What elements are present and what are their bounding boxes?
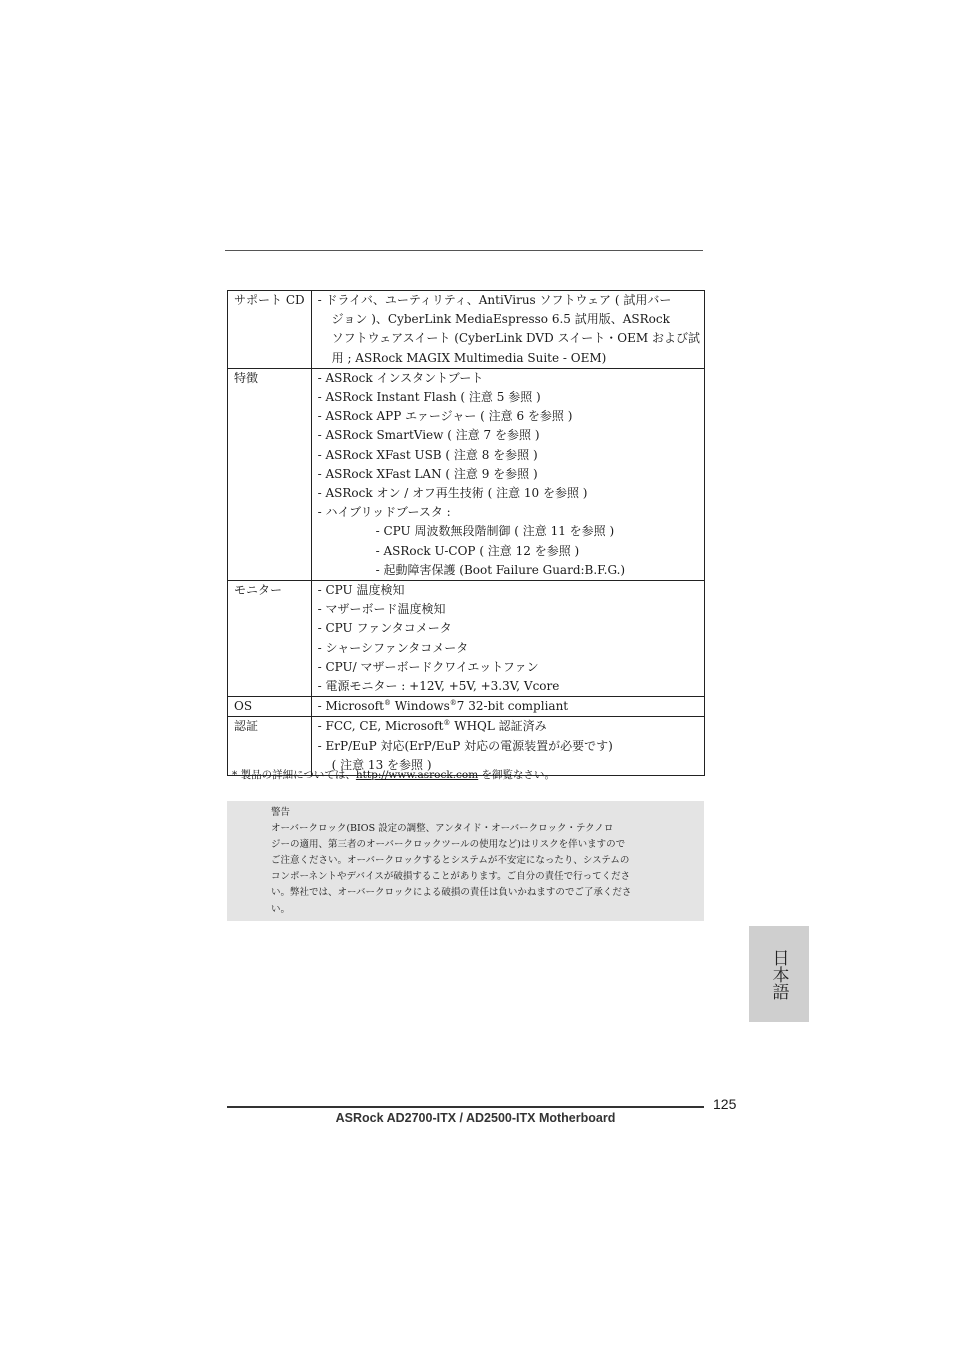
content-line: - ドライバ、ユーティリティ、AntiVirus ソフトウェア ( 試用バー (317, 293, 672, 307)
language-tab-label: 日本語 (768, 948, 789, 1000)
content-line (318, 717, 700, 736)
spec-table (227, 290, 705, 776)
content-line: - ASRock SmartView ( 注意 7 を参照 ) (317, 428, 540, 443)
row-content (311, 291, 704, 369)
warning-line: い。弊社では、オーバークロックによる破損の責任は負いかねますのでご了承くださ (271, 887, 632, 899)
footer-title: ASRock AD2700-ITX / AD2500-ITX Motherboard (335, 1111, 616, 1125)
os-text: Windows (390, 699, 450, 714)
spec-row-monitor (228, 581, 705, 697)
cert-text: - FCC, CE, Microsoft (317, 719, 444, 734)
content-line: - CPU 温度検知 (317, 583, 405, 598)
content-line: - ASRock オン / オフ再生技術 ( 注意 10 を参照 ) (317, 486, 588, 501)
spec-row-os (228, 697, 705, 717)
content-line: - CPU ファンタコメータ (317, 621, 452, 636)
asrock-website-link[interactable]: http://www.asrock.com (355, 769, 479, 781)
top-divider (225, 250, 703, 251)
warning-line: オーバークロック(BIOS 設定の調整、アンタイド・オーバークロック・テクノロ (271, 823, 614, 835)
content-line: ジョン )、CyberLink MediaEspresso 6.5 試用版、ASRock (331, 312, 670, 327)
warning-line: い。 (271, 903, 291, 915)
os-text: 7 32-bit compliant (456, 699, 569, 714)
registered-mark: ® (443, 719, 451, 728)
content-line: - ハイブリッドブースタ : (317, 505, 451, 520)
row-content (311, 581, 704, 697)
row-label: モニター (228, 581, 312, 697)
content-line: - マザーボード温度検知 (317, 602, 446, 617)
footnote (232, 767, 555, 782)
spec-row-features (228, 368, 705, 580)
footer-divider (227, 1106, 704, 1108)
row-content (311, 697, 704, 717)
warning-line: コンポーネントやデバイスが破損することがあります。ご自分の責任で行ってくださ (271, 871, 631, 883)
sub-line: - 起動障害保護 (Boot Failure Guard:B.F.G.) (375, 562, 626, 577)
registered-mark: ® (449, 699, 457, 708)
spec-row-support-cd (228, 291, 705, 369)
language-tab (749, 926, 809, 1022)
content-line (318, 697, 700, 716)
content-line: - ASRock インスタントブート (317, 370, 484, 385)
footnote-suffix: を御覧なさい。 (478, 769, 556, 781)
content-line: - 電源モニター : +12V, +5V, +3.3V, Vcore (317, 679, 560, 694)
content-line: ソフトウェアスイート (CyberLink DVD スイート・OEM および試 (331, 331, 700, 346)
warning-line: ご注意ください。オーバークロックするとシステムが不安定になったり、システムの (271, 855, 630, 867)
row-label: サポート CD (228, 291, 312, 369)
footnote-prefix: * 製品の詳細については、 (232, 769, 356, 781)
warning-line: ジーの適用、第三者のオーバークロックツールの使用など)はリスクを伴いますので (271, 839, 626, 851)
cert-text: WHQL 認証済み (450, 719, 547, 734)
content-line: - ASRock XFast USB ( 注意 8 を参照 ) (317, 447, 538, 462)
row-content (311, 368, 704, 580)
content-line: - ASRock XFast LAN ( 注意 9 を参照 ) (317, 466, 538, 481)
content-line: - ErP/EuP 対応(ErP/EuP 対応の電源装置が必要です) (317, 738, 613, 753)
row-label: OS (228, 697, 312, 717)
row-label: 認証 (228, 717, 312, 776)
content-line: ( 注意 13 を参照 ) (331, 757, 432, 772)
content-line: - ASRock Instant Flash ( 注意 5 参照 ) (317, 390, 541, 405)
warning-title: 警告 (271, 807, 291, 818)
content-line: 用 ; ASRock MAGIX Multimedia Suite - OEM) (331, 350, 607, 365)
registered-mark: ® (383, 699, 391, 708)
sub-line: - ASRock U-COP ( 注意 12 を参照 ) (375, 543, 580, 558)
content-line: - CPU/ マザーボードクワイエットファン (317, 659, 539, 674)
content-line: - シャーシファンタコメータ (317, 640, 469, 655)
warning-box (227, 801, 704, 921)
sub-line: - CPU 周波数無段階制御 ( 注意 11 を参照 ) (375, 524, 615, 539)
row-label: 特徴 (228, 368, 312, 580)
os-text: - Microsoft (317, 699, 384, 714)
page-number: 125 (713, 1096, 737, 1112)
content-line: - ASRock APP エァージャー ( 注意 6 を参照 ) (317, 409, 573, 424)
